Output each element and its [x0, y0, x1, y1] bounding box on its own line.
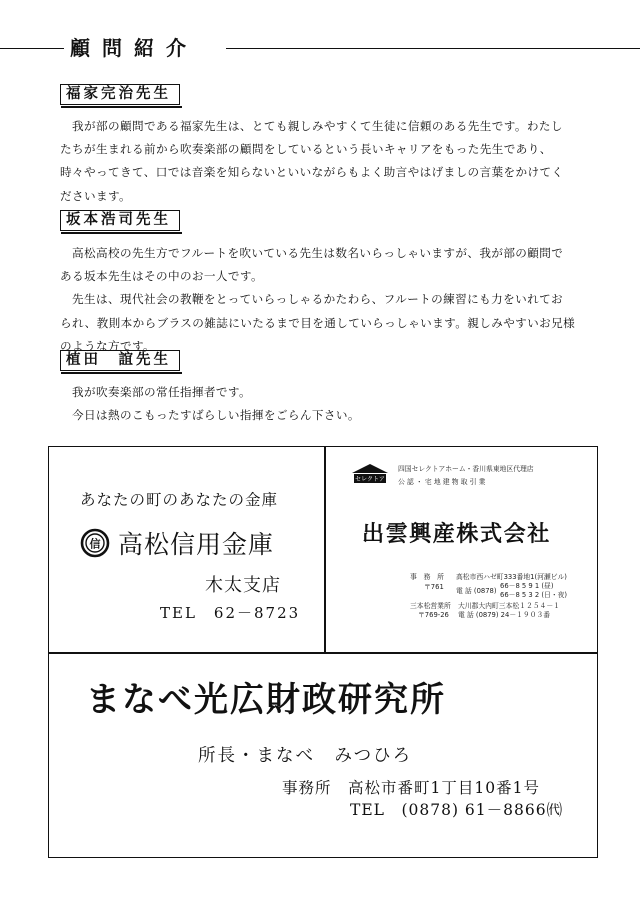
manabe-tel: TEL (0878) 61－8866㈹ [350, 801, 564, 819]
izumo-branch-zip: 〒769-26 [418, 611, 449, 619]
izumo-office-label: 事 務 所 [410, 573, 444, 581]
teacher-description-ueda [60, 381, 600, 427]
teacher-name-ueda: 植田 誼先生 [60, 350, 180, 371]
izumo-agency: 四国セレクトアホーム・香川県東地区代理店 [398, 465, 534, 473]
bank-tel: TEL 62－8723 [160, 604, 301, 622]
izumo-company-name: 出雲興産株式会社 [362, 522, 551, 547]
select-home-logo-icon [350, 463, 390, 485]
teacher-name-sakamoto: 坂本浩司先生 [60, 210, 180, 231]
manabe-director: 所長・まなべ みつひろ [198, 746, 413, 766]
paragraph-line: 我が吹奏楽部の常任指揮者です。 [72, 385, 251, 399]
izumo-branch-phone: 電 話 (0879) 24－１９０３番 [458, 611, 551, 619]
paragraph-line: のような方です。 [60, 338, 156, 353]
bank-branch: 木太支店 [205, 575, 281, 596]
page-title: 顧問紹介 [70, 36, 198, 60]
bank-name-row [80, 526, 274, 560]
izumo-phone-label: 電 話 (0878) [456, 587, 497, 595]
izumo-phone-night: 66－8 5 3 2 (日・夜) [500, 591, 568, 599]
manabe-address: 事務所 高松市番町1丁目10番1号 [282, 779, 540, 797]
teacher-name-fuke: 福家完治先生 [60, 84, 180, 105]
paragraph-line: 先生は、現代社会の教鞭をとっていらっしゃるかたわら、フルートの練習にも力をいれてお [72, 292, 564, 307]
paragraph-line: ある坂本先生はその中のお一人です。 [60, 269, 263, 284]
bank-logo-icon [80, 528, 110, 558]
paragraph-line: 高松高校の先生方でフルートを吹いている先生は数名いらっしゃいますが、我が部の顧問で [72, 246, 564, 260]
bank-tagline: あなたの町のあなたの金庫 [80, 491, 279, 509]
paragraph-line: ださいます。 [60, 188, 132, 203]
paragraph-line: 時々やってきて、口では音楽を知らないといいながらもよく助言やはげましの言葉をかけてく [60, 165, 564, 180]
manabe-institute-name: まなべ光広財政研究所 [86, 680, 446, 720]
header-rule-right [226, 48, 640, 49]
izumo-business: 公 認 ・ 宅 地 建 物 取 引 業 [398, 478, 486, 486]
paragraph-line: 我が部の顧問である福家先生は、とても親しみやすくて生徒に信頼のある先生です。わたし [72, 119, 563, 133]
izumo-branch-label: 三本松営業所 [410, 602, 451, 610]
izumo-office-address: 高松市西ハゼ町333番地1(河瀬ビル) [456, 573, 567, 581]
teacher-description-sakamoto [60, 242, 600, 358]
select-home-logo-text: セレクトア [355, 476, 385, 483]
izumo-office-zip: 〒761 [424, 583, 444, 591]
bank-name: 高松信用金庫 [118, 530, 275, 559]
paragraph-line: られ、教則本からブラスの雑誌にいたるまで目を通していらっしゃいます。親しみやすいお兄様 [60, 315, 576, 330]
izumo-phone-day: 66－8 5 9 1 (昼) [500, 582, 554, 590]
teacher-description-fuke [60, 115, 600, 208]
paragraph-line: たちが生まれる前から吹奏楽部の顧問をしているという長いキャリアをもった先生であり、 [60, 142, 552, 157]
paragraph-line: 今日は熱のこもったすばらしい指揮をごらん下さい。 [72, 408, 360, 423]
header-rule-left [0, 48, 64, 49]
izumo-branch-address: 大川郡大内町三本松１２５４－１ [458, 602, 560, 610]
bank-logo-char: 信 [89, 537, 101, 551]
